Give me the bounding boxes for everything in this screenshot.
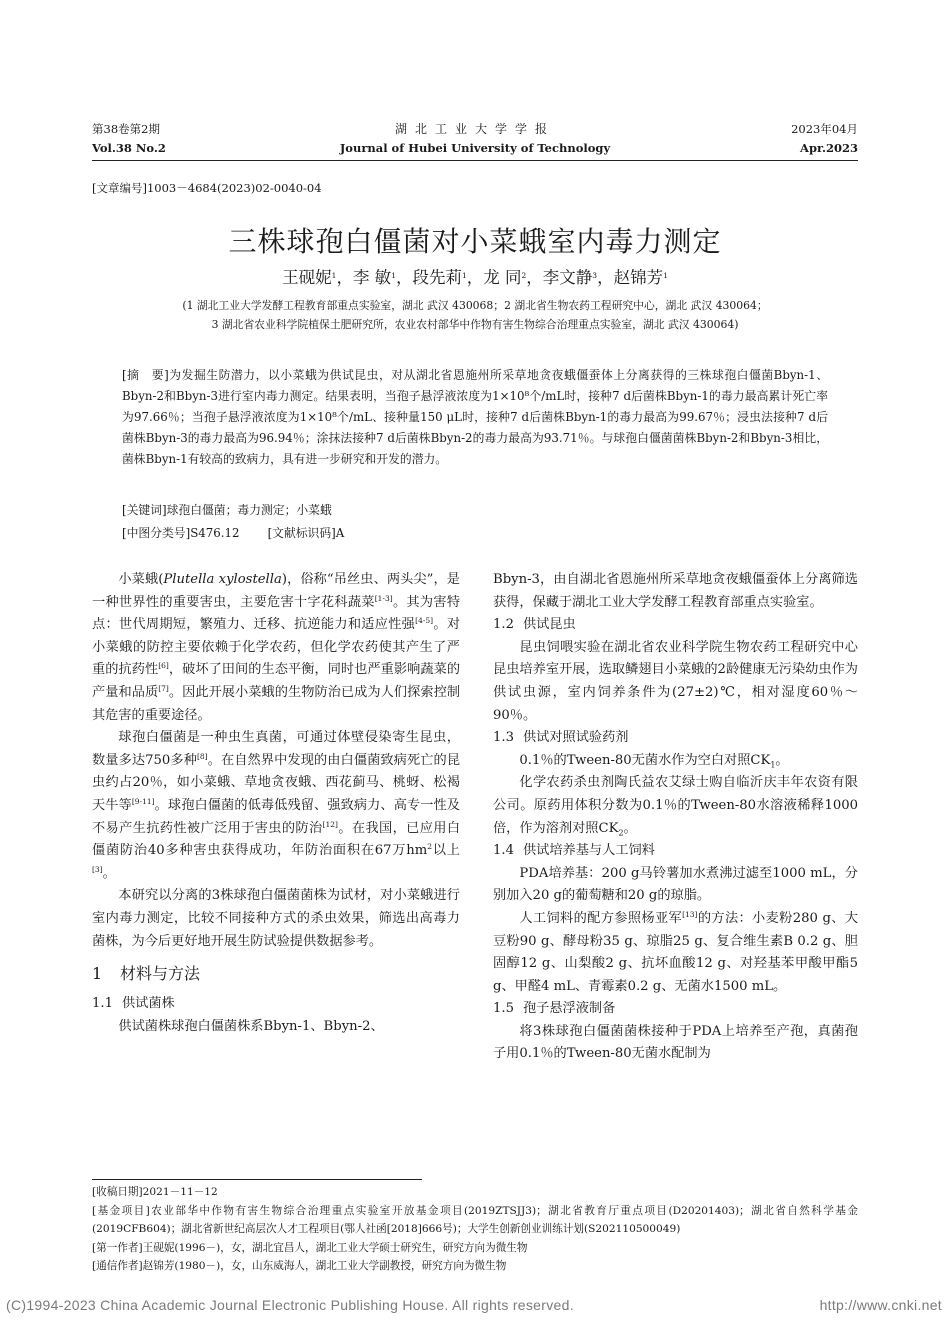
citation: [3]: [92, 864, 103, 874]
paragraph: 昆虫饲喂实验在湖北省农业科学院生物农药工程研究中心昆虫培养室开展，选取鳞翅目小菜蛾的2龄健康无污染幼虫作为供试虫源，室内饲养条件为(27±2)℃，相对湿度60％～90％。: [493, 639, 858, 723]
abstract-text: 为发掘生防潜力，以小菜蛾为供试昆虫，对从湖北省恩施州所采草地贪夜蛾僵蚕体上分离获得的三株球孢白僵菌Bbyn-1、Bbyn-2和Bbyn-3进行室内毒力测定。结果表明，当孢子悬浮液浓度为1×10⁸个/mL时，接种7 d后菌株Bbyn-1的毒力最高累计死亡率为97.66％；当孢子悬浮液浓度为1×10⁸个/mL、接种量150 μL时，接种7 d后菌株Bbyn-1的毒力最高为99.67％；浸虫法接种7 d后菌株Bbyn-3的毒力最高为96.94％；涂抹法接种7 d后菌株Bbyn-2的毒力最高为93.71％。与球孢白僵菌菌株Bbyn-2和Bbyn-3相比，菌株Bbyn-1有较高的致病力，具有进一步研究和开发的潜力。: [122, 368, 828, 466]
footnote-first-author: [92, 1239, 858, 1258]
footnote-text: 2021－11－12: [142, 1186, 218, 1198]
header-rule: [92, 160, 858, 161]
footnote-label: [通信作者]: [92, 1260, 143, 1272]
paragraph: 供试菌株球孢白僵菌株系Bbyn-1、Bbyn-2、: [118, 1018, 384, 1034]
text-run: 化学农药杀虫剂陶氏益农艾绿士购自临沂庆丰年农资有限公司。原药用体积分数为0.1％的Tween-80水溶液稀释1000倍，作为溶剂对照CK: [493, 775, 858, 836]
footnote-text: 王砚妮(1996－)，女，湖北宜昌人，湖北工业大学硕士研究生，研究方向为微生物: [142, 1241, 528, 1254]
keywords-value: 球孢白僵菌；毒力测定；小菜蛾: [166, 503, 332, 517]
text-run: 。球孢白僵菌的低毒低残留、强致病力、高专一性及不易产生抗药性被广泛用于害虫的防治: [92, 797, 460, 836]
text-run: 以上: [432, 843, 460, 859]
journal-name-en: Journal of Hubei University of Technology: [339, 141, 611, 155]
footnote-received: [92, 1183, 858, 1202]
subscript: 1: [770, 760, 776, 770]
paper-title: 三株球孢白僵菌对小菜蛾室内毒力测定: [228, 225, 722, 258]
author-name: 王砚妮: [282, 268, 332, 287]
doc-code-value: A: [335, 526, 345, 540]
paragraph: [493, 772, 858, 840]
paragraph: [92, 569, 460, 727]
subsection-heading: [493, 614, 858, 637]
journal-name-cn: 湖北工业大学学报: [394, 122, 555, 136]
section-number: 1.4: [493, 843, 514, 859]
citation: [7]: [158, 683, 169, 693]
date-en: Apr.2023: [800, 141, 858, 155]
section-number: 1.1: [92, 996, 113, 1012]
paragraph: Bbyn-3，由自湖北省恩施州所采草地贪夜蛾僵蚕体上分离筛选获得，保藏于湖北工业大学发酵工程教育部重点实验室。: [493, 572, 858, 610]
affiliation-line: (1 湖北工业大学发酵工程教育部重点实验室，湖北 武汉 430068；2 湖北省生物农药工程研究中心，湖北 武汉 430064；: [182, 299, 768, 312]
text-run: 小菜蛾(: [118, 572, 164, 587]
text-run: 。其为害特点：世代周期短，繁殖力、迁移、抗逆能力和适应性强: [92, 594, 461, 633]
author-name: 龙 同: [483, 268, 522, 287]
subsection-heading: [493, 840, 858, 863]
affiliation-line: 3 湖北省农业科学院植保土肥研究所，农业农村部华中作物有害生物综合治理重点实验室，湖北 武汉 430064): [211, 318, 739, 331]
paragraph: 将3株球孢白僵菌菌株接种于PDA上培养至产孢，真菌孢子用0.1％的Tween-80无菌水配制为: [493, 1023, 858, 1062]
text-run: 。: [775, 752, 789, 768]
text-run: 。: [623, 820, 637, 836]
text-run: 球孢白僵菌是一种虫生真菌，可通过体壁侵染寄生昆虫，数量多达750多种: [92, 730, 460, 768]
subsection-heading: [493, 727, 858, 750]
paragraph: [493, 750, 858, 773]
cnki-url[interactable]: http://www.cnki.net: [819, 1297, 942, 1313]
text-run: 。因此开展小菜蛾的生物防治已成为人们探索控制其危害的重要途径。: [92, 684, 461, 723]
citation: [8]: [196, 751, 208, 761]
footnote-text: 农业部华中作物有害生物综合治理重点实验室开放基金项目(2019ZTSJJ3)；湖北省教育厅重点项目(D20201403)；湖北省自然科学基金(2019CFB604)；湖北省新世纪高层次人才工程项目(鄂人社函[2018]666号)；大学生创新创业训练计划(S202110500049): [92, 1204, 858, 1235]
text-run: 0.1％的Tween-80无菌水作为空白对照CK: [519, 752, 771, 768]
copyright-footer: (C)1994-2023 China Academic Journal Electronic Publishing House. All rights reserved.: [6, 1297, 574, 1313]
paragraph: [92, 727, 460, 885]
author-affiliation-mark: 1: [331, 271, 337, 280]
citation: [13]: [682, 909, 698, 919]
author-name: 赵锦芳: [613, 268, 664, 287]
text-run: 人工饲料的配方参照杨亚军: [519, 910, 683, 926]
text-run: )，俗称“吊丝虫、两头尖”，是一种世界性的重要害虫，主要危害十字花科蔬菜: [92, 572, 460, 610]
article-number: [92, 179, 322, 197]
footnote-funding: [92, 1202, 858, 1239]
section-title: 供试对照试验药剂: [523, 730, 629, 746]
section-number: 1.5: [493, 1001, 514, 1017]
citation: [4-5]: [415, 616, 434, 626]
text-run: 。: [102, 865, 116, 881]
section-title: 材料与方法: [120, 964, 201, 984]
author-name: 李文静: [542, 268, 593, 287]
citation: [1-3]: [374, 593, 393, 603]
section-title: 孢子悬浮液制备: [523, 1001, 616, 1017]
author-list: 王砚妮$^1$，李 敏$^1$，段先莉$^1$，龙 同$^2$，李文静$^3$，赵锦芳$^1$: [282, 268, 668, 287]
author-name: 李 敏: [352, 268, 392, 287]
footnotes: [92, 1183, 858, 1276]
footnote-rule: [92, 1179, 422, 1180]
text-run: 。在自然界中发现的由白僵菌致病死亡的昆虫约占20％，如小菜蛾、草地贪夜蛾、西花蓟马、桃蚜、松褐天牛等: [92, 752, 461, 813]
subsection-heading: [92, 993, 460, 1016]
keywords: [122, 500, 828, 521]
citation: [9-11]: [131, 796, 155, 806]
article-number-value: 1003－4684(2023)02-0040-04: [146, 181, 322, 195]
doc-code-label: [文献标识码]: [267, 526, 336, 540]
section-heading: [92, 957, 460, 991]
author-affiliation-mark: 1: [461, 271, 467, 280]
footnote-label: [第一作者]: [92, 1241, 143, 1254]
section-title: 供试培养基与人工饲料: [523, 843, 655, 859]
keywords-label: [关键词]: [122, 503, 167, 517]
abstract: [122, 365, 828, 470]
paragraph: PDA培养基：200 g马铃薯加水煮沸过滤至1000 mL，分别加入20 g的葡萄糖和20 g的琼脂。: [493, 865, 858, 904]
text-run: 。在我国，已应用白僵菌防治40多种害虫获得成功，年防治面积在67万hm: [92, 820, 461, 859]
running-header-right: [791, 120, 858, 158]
author-affiliation-mark: 1: [663, 271, 668, 280]
author-affiliation-mark: 2: [521, 271, 527, 280]
text-run: ，破坏了田间的生态平衡，同时也严重影响蔬菜的产量和品质: [92, 662, 461, 700]
paragraph: 本研究以分离的3株球孢白僵菌菌株为试材，对小菜蛾进行室内毒力测定，比较不同接种方式的杀虫效果，筛选出高毒力菌株，为今后更好地开展生防试验提供数据参考。: [92, 888, 460, 949]
volume-en: Vol.38 No.2: [92, 141, 166, 155]
author-affiliation-mark: 3: [592, 271, 598, 280]
classification: [122, 523, 828, 544]
text-run: 。对小菜蛾的防控主要依赖于化学农药，但化学农药使其产生了严重的抗药性: [92, 617, 461, 678]
article-number-label: [文章编号]: [92, 181, 147, 195]
clc-value: S476.12: [190, 526, 240, 540]
author-name: 段先莉: [412, 268, 462, 287]
citation: [6]: [158, 661, 169, 671]
citation: [12]: [322, 819, 338, 829]
clc-label: [中图分类号]: [122, 526, 191, 540]
subscript: 2: [618, 828, 624, 838]
right-column: [493, 569, 858, 1066]
section-number: 1.3: [493, 730, 514, 746]
subsection-heading: [493, 998, 858, 1021]
superscript: 2: [427, 842, 433, 852]
abstract-label: [摘 要]: [122, 368, 169, 382]
footnote-label: [收稿日期]: [92, 1186, 143, 1198]
latin-name: Plutella xylostella: [163, 572, 282, 587]
left-column: [92, 569, 460, 1038]
section-number: 1: [92, 964, 103, 984]
running-header-center: [290, 120, 660, 158]
affiliations: [92, 296, 858, 334]
footnote-label: [基金项目]: [92, 1204, 150, 1217]
section-title: 供试昆虫: [523, 617, 576, 633]
section-number: 1.2: [493, 617, 514, 633]
author-affiliation-mark: 1: [391, 271, 396, 280]
paragraph: [493, 908, 858, 998]
footnote-text: 赵锦芳(1980－)，女，山东威海人，湖北工业大学副教授，研究方向为微生物: [142, 1260, 507, 1272]
volume-cn: 第38卷第2期: [92, 122, 160, 136]
section-title: 供试菌株: [122, 996, 175, 1012]
date-cn: 2023年04月: [791, 122, 858, 136]
text-run: 的方法：小麦粉280 g、大豆粉90 g、酵母粉35 g、琼脂25 g、复合维生素B 0.2 g、胆固醇12 g、山梨酸2 g、抗坏血酸12 g、对羟基苯甲酸甲酯5 g、甲醛4 mL、青霉素0.2 g、无菌水1500 mL。: [493, 910, 859, 994]
running-header-left: [92, 120, 166, 158]
footnote-corresponding-author: [92, 1257, 858, 1276]
